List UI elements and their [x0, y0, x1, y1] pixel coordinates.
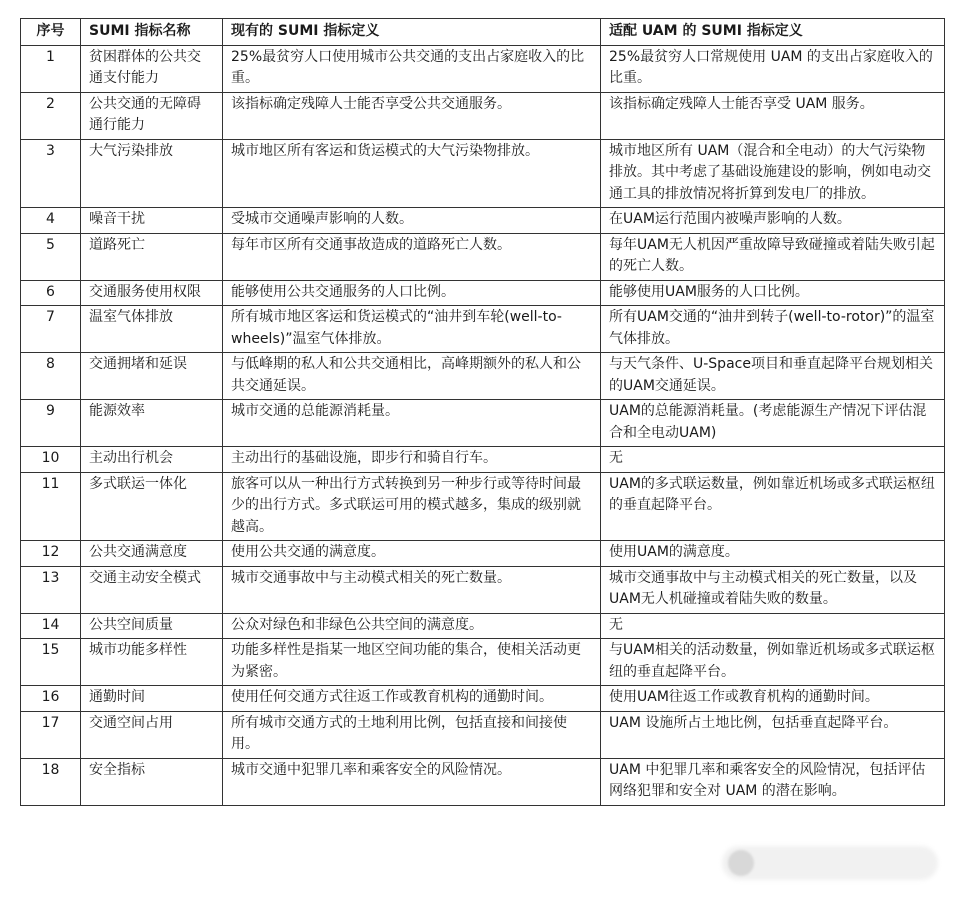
header-existing-definition: 现有的 SUMI 指标定义 [223, 19, 601, 46]
cell-index: 17 [21, 711, 81, 758]
cell-existing-definition: 受城市交通噪声影响的人数。 [223, 208, 601, 234]
cell-uam-definition: 使用UAM往返工作或教育机构的通勤时间。 [601, 686, 945, 712]
cell-existing-definition: 所有城市地区客运和货运模式的“油井到车轮(well-to-wheels)”温室气体排放。 [223, 306, 601, 353]
cell-existing-definition: 与低峰期的私人和公共交通相比，高峰期额外的私人和公共交通延误。 [223, 353, 601, 400]
table-body [21, 45, 945, 805]
cell-index: 18 [21, 758, 81, 805]
cell-indicator-name: 交通拥堵和延误 [81, 353, 223, 400]
cell-index: 11 [21, 472, 81, 541]
table-row [21, 447, 945, 473]
cell-indicator-name: 交通空间占用 [81, 711, 223, 758]
cell-indicator-name: 噪音干扰 [81, 208, 223, 234]
table-row [21, 208, 945, 234]
cell-existing-definition: 城市交通事故中与主动模式相关的死亡数量。 [223, 566, 601, 613]
cell-uam-definition: 城市交通事故中与主动模式相关的死亡数量，以及UAM无人机碰撞或着陆失败的数量。 [601, 566, 945, 613]
cell-uam-definition: UAM的总能源消耗量。(考虑能源生产情况下评估混合和全电动UAM) [601, 400, 945, 447]
cell-existing-definition: 功能多样性是指某一地区空间功能的集合，使相关活动更为紧密。 [223, 639, 601, 686]
cell-uam-definition: 所有UAM交通的“油井到转子(well-to-rotor)”的温室气体排放。 [601, 306, 945, 353]
cell-uam-definition: 能够使用UAM服务的人口比例。 [601, 280, 945, 306]
cell-indicator-name: 城市功能多样性 [81, 639, 223, 686]
header-index: 序号 [21, 19, 81, 46]
cell-indicator-name: 安全指标 [81, 758, 223, 805]
cell-index: 16 [21, 686, 81, 712]
table-row [21, 613, 945, 639]
cell-index: 3 [21, 139, 81, 208]
cell-uam-definition: 无 [601, 613, 945, 639]
cell-indicator-name: 道路死亡 [81, 233, 223, 280]
cell-existing-definition: 旅客可以从一种出行方式转换到另一种步行或等待时间最少的出行方式。多式联运可用的模式越多，集成的级别就越高。 [223, 472, 601, 541]
cell-indicator-name: 公共空间质量 [81, 613, 223, 639]
table-row [21, 92, 945, 139]
table-row [21, 280, 945, 306]
table-row [21, 45, 945, 92]
cell-existing-definition: 使用公共交通的满意度。 [223, 541, 601, 567]
cell-existing-definition: 公众对绿色和非绿色公共空间的满意度。 [223, 613, 601, 639]
sumi-indicator-table [20, 18, 945, 806]
table-row [21, 353, 945, 400]
cell-uam-definition: 与UAM相关的活动数量，例如靠近机场或多式联运枢纽的垂直起降平台。 [601, 639, 945, 686]
cell-indicator-name: 公共交通的无障碍通行能力 [81, 92, 223, 139]
table-row [21, 639, 945, 686]
cell-index: 1 [21, 45, 81, 92]
cell-index: 15 [21, 639, 81, 686]
cell-indicator-name: 主动出行机会 [81, 447, 223, 473]
cell-indicator-name: 能源效率 [81, 400, 223, 447]
watermark-overlay [722, 846, 938, 880]
cell-index: 12 [21, 541, 81, 567]
cell-index: 7 [21, 306, 81, 353]
table-row [21, 686, 945, 712]
cell-indicator-name: 交通服务使用权限 [81, 280, 223, 306]
wechat-watermark-icon [728, 850, 754, 876]
cell-existing-definition: 每年市区所有交通事故造成的道路死亡人数。 [223, 233, 601, 280]
cell-index: 6 [21, 280, 81, 306]
cell-existing-definition: 城市地区所有客运和货运模式的大气污染物排放。 [223, 139, 601, 208]
cell-uam-definition: 无 [601, 447, 945, 473]
cell-indicator-name: 贫困群体的公共交通支付能力 [81, 45, 223, 92]
cell-indicator-name: 公共交通满意度 [81, 541, 223, 567]
cell-existing-definition: 能够使用公共交通服务的人口比例。 [223, 280, 601, 306]
cell-existing-definition: 城市交通中犯罪几率和乘客安全的风险情况。 [223, 758, 601, 805]
cell-existing-definition: 主动出行的基础设施，即步行和骑自行车。 [223, 447, 601, 473]
cell-uam-definition: UAM的多式联运数量，例如靠近机场或多式联运枢纽的垂直起降平台。 [601, 472, 945, 541]
cell-existing-definition: 城市交通的总能源消耗量。 [223, 400, 601, 447]
cell-index: 10 [21, 447, 81, 473]
table-header-row [21, 19, 945, 46]
cell-index: 14 [21, 613, 81, 639]
cell-index: 8 [21, 353, 81, 400]
cell-uam-definition: 在UAM运行范围内被噪声影响的人数。 [601, 208, 945, 234]
cell-uam-definition: 该指标确定残障人士能否享受 UAM 服务。 [601, 92, 945, 139]
cell-uam-definition: 使用UAM的满意度。 [601, 541, 945, 567]
table-row [21, 541, 945, 567]
cell-existing-definition: 所有城市交通方式的土地利用比例，包括直接和间接使用。 [223, 711, 601, 758]
table-row [21, 472, 945, 541]
cell-uam-definition: 与天气条件、U-Space项目和垂直起降平台规划相关的UAM交通延误。 [601, 353, 945, 400]
cell-index: 9 [21, 400, 81, 447]
cell-index: 5 [21, 233, 81, 280]
cell-index: 2 [21, 92, 81, 139]
cell-indicator-name: 温室气体排放 [81, 306, 223, 353]
cell-indicator-name: 交通主动安全模式 [81, 566, 223, 613]
cell-existing-definition: 使用任何交通方式往返工作或教育机构的通勤时间。 [223, 686, 601, 712]
cell-indicator-name: 大气污染排放 [81, 139, 223, 208]
cell-uam-definition: 城市地区所有 UAM（混合和全电动）的大气污染物排放。其中考虑了基础设施建设的影响，例如电动交通工具的排放情况将折算到发电厂的排放。 [601, 139, 945, 208]
cell-index: 13 [21, 566, 81, 613]
header-uam-definition: 适配 UAM 的 SUMI 指标定义 [601, 19, 945, 46]
cell-indicator-name: 通勤时间 [81, 686, 223, 712]
cell-uam-definition: UAM 设施所占土地比例，包括垂直起降平台。 [601, 711, 945, 758]
table-row [21, 306, 945, 353]
cell-existing-definition: 25%最贫穷人口使用城市公共交通的支出占家庭收入的比重。 [223, 45, 601, 92]
cell-uam-definition: UAM 中犯罪几率和乘客安全的风险情况，包括评估网络犯罪和安全对 UAM 的潜在影响。 [601, 758, 945, 805]
table-row [21, 400, 945, 447]
header-indicator-name: SUMI 指标名称 [81, 19, 223, 46]
cell-existing-definition: 该指标确定残障人士能否享受公共交通服务。 [223, 92, 601, 139]
table-row [21, 566, 945, 613]
table-row [21, 139, 945, 208]
cell-indicator-name: 多式联运一体化 [81, 472, 223, 541]
cell-index: 4 [21, 208, 81, 234]
table-row [21, 233, 945, 280]
table-row [21, 711, 945, 758]
cell-uam-definition: 25%最贫穷人口常规使用 UAM 的支出占家庭收入的比重。 [601, 45, 945, 92]
table-row [21, 758, 945, 805]
cell-uam-definition: 每年UAM无人机因严重故障导致碰撞或着陆失败引起的死亡人数。 [601, 233, 945, 280]
